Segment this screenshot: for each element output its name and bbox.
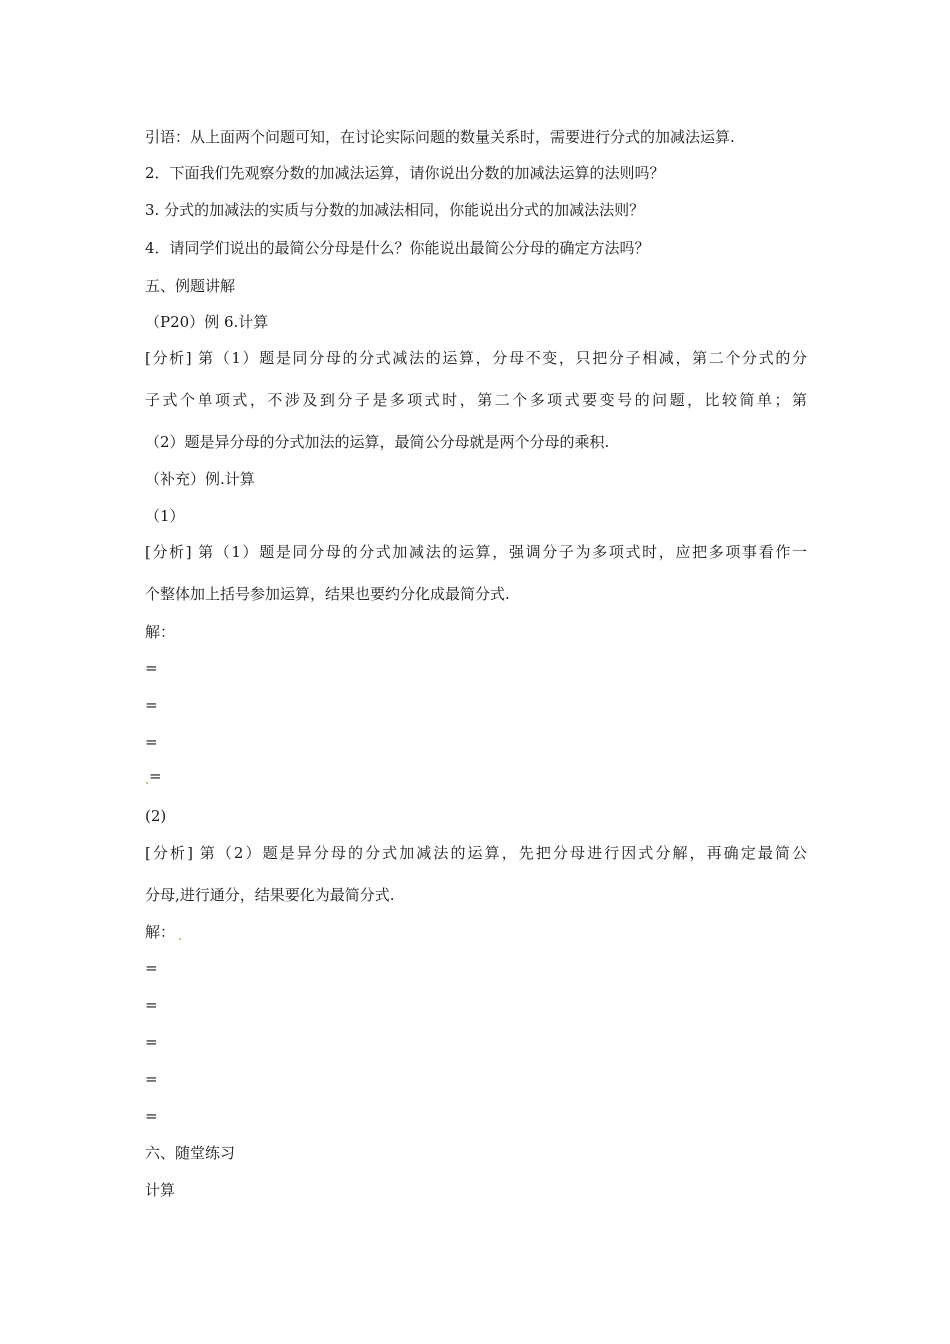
equals-text: =	[149, 767, 162, 785]
section-heading-text: 五、例题讲解	[145, 277, 236, 295]
equals-line: =	[145, 1107, 158, 1125]
analysis-3-line-1: [分析] 第（2）题是异分母的分式加减法的运算，先把分母进行因式分解，再确定最简公	[145, 844, 807, 862]
equals-line	[145, 766, 162, 786]
solution-label-1: 解：	[145, 623, 176, 641]
equals-line: =	[145, 696, 158, 714]
supplement-example-title: （补充）例.计算	[145, 470, 255, 488]
question-4: 4．请同学们说出的最简公分母是什么？你能说出最简公分母的确定方法吗？	[145, 239, 650, 257]
speck-mark	[146, 782, 148, 784]
analysis-3-line-2: 分母,进行通分，结果要化为最简分式.	[145, 886, 395, 904]
equals-line: =	[145, 959, 158, 977]
equals-line: =	[145, 659, 158, 677]
equals-line: =	[145, 996, 158, 1014]
sub-question-1: （1）	[145, 507, 185, 525]
example-6-title: （P20）例 6.计算	[145, 313, 269, 331]
equals-line: =	[145, 1070, 158, 1088]
practice-instruction: 计算	[145, 1181, 176, 1199]
analysis-1-line-1: [分析] 第（1）题是同分母的分式减法的运算，分母不变，只把分子相减，第二个分式的分	[145, 349, 807, 367]
question-3: 3. 分式的加减法的实质与分数的加减法相同，你能说出分式的加减法法则？	[145, 201, 645, 219]
question-2: 2．下面我们先观察分数的加减法运算，请你说出分数的加减法运算的法则吗？	[145, 164, 665, 182]
section-heading-practice: 六、随堂练习	[145, 1144, 236, 1162]
analysis-1-line-2: 子式个单项式，不涉及到分子是多项式时，第二个多项式要变号的问题，比较简单；第	[145, 391, 807, 409]
analysis-2-line-2: 个整体加上括号参加运算，结果也要约分化成最简分式.	[145, 585, 510, 603]
intro-paragraph: 引语：从上面两个问题可知，在讨论实际问题的数量关系时，需要进行分式的加减法运算.	[145, 128, 735, 146]
equals-line: =	[145, 1033, 158, 1051]
equals-line: =	[145, 733, 158, 751]
solution-label-text: 解：	[145, 923, 176, 941]
analysis-1-line-3: （2）题是异分母的分式加法的运算，最简公分母就是两个分母的乘积.	[145, 433, 610, 451]
section-heading-examples	[145, 276, 235, 296]
solution-label-2	[145, 922, 182, 942]
sub-question-2: (2)	[145, 807, 167, 825]
analysis-2-line-1: [分析] 第（1）题是同分母的分式加减法的运算，强调分子为多项式时，应把多项事看作一	[145, 543, 807, 561]
speck-mark	[179, 938, 181, 940]
